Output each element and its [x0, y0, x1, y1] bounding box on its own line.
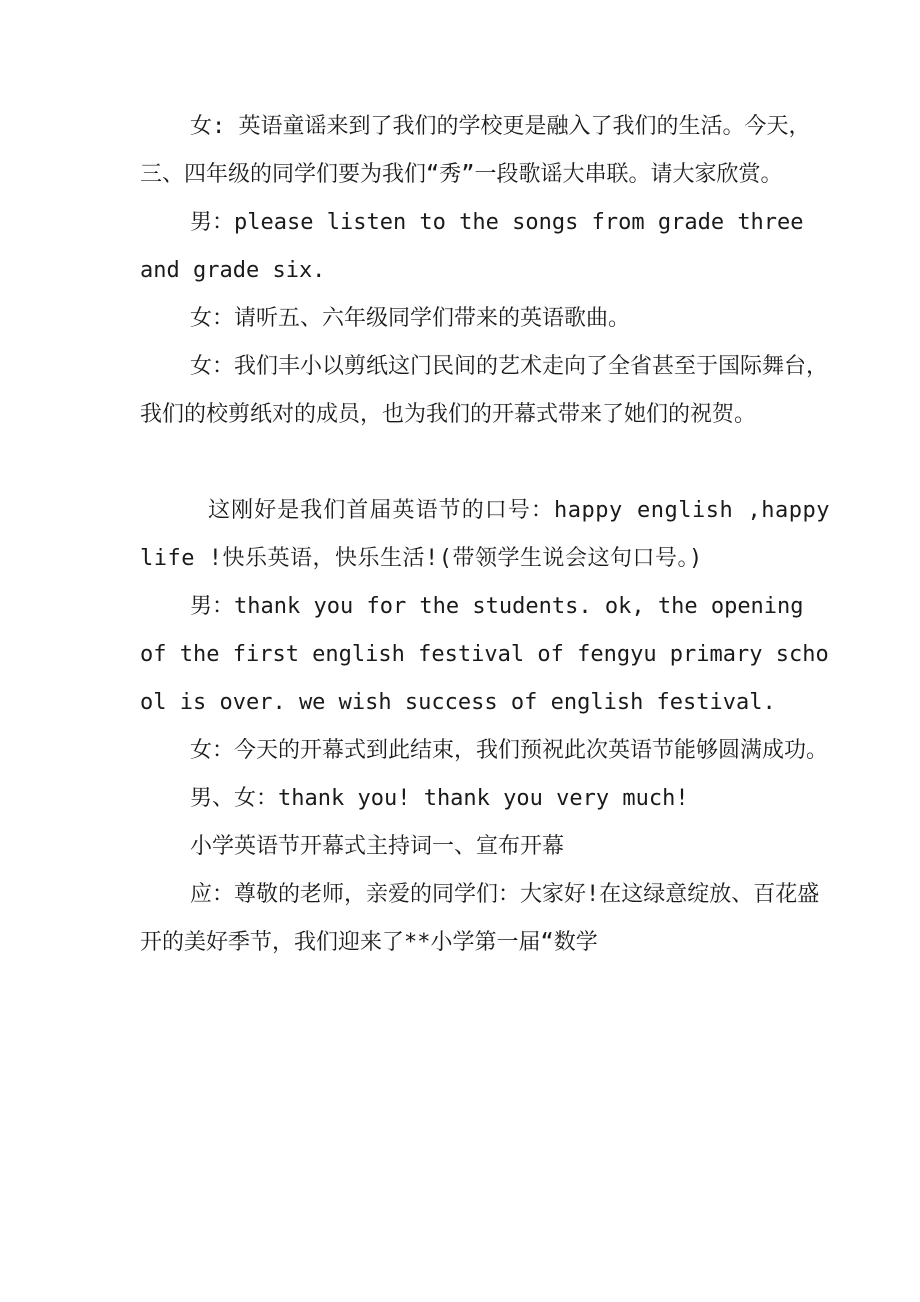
paragraph-slogan: 这刚好是我们首届英语节的口号：happy english ,happy life !快乐英语，快乐生活!(带领学生说会这句口号。) — [140, 498, 830, 571]
document-body — [140, 103, 830, 967]
paragraph-songs-intro-en: 男：please listen to the songs from grade three and grade six. — [140, 210, 804, 283]
paragraph-closing-zh: 女：今天的开幕式到此结束，我们预祝此次英语节能够圆满成功。 — [190, 738, 829, 763]
paragraph-nursery-rhymes: 女: 英语童谣来到了我们的学校更是融入了我们的生活。今天，三、四年级的同学们要为我们“秀”一段歌谣大串联。请大家欣赏。 — [140, 114, 811, 187]
paragraph-thank-you: 男、女：thank you! thank you very much! — [190, 786, 689, 811]
paragraph-greeting: 应：尊敬的老师，亲爱的同学们：大家好!在这绿意绽放、百花盛开的美好季节，我们迎来了**小学第一届“数学 — [140, 882, 820, 955]
paragraph-closing-en: 男：thank you for the students. ok, the opening of the first english festival of fengyu primary school is over. we wish success of english festival. — [140, 594, 829, 715]
paragraph-songs-intro-zh: 女：请听五、六年级同学们带来的英语歌曲。 — [190, 306, 631, 331]
paragraph-paper-cutting: 女：我们丰小以剪纸这门民间的艺术走向了全省甚至于国际舞台，我们的校剪纸对的成员，也为我们的开幕式带来了她们的祝贺。 — [140, 354, 829, 427]
section-heading: 小学英语节开幕式主持词一、宣布开幕 — [190, 834, 565, 859]
